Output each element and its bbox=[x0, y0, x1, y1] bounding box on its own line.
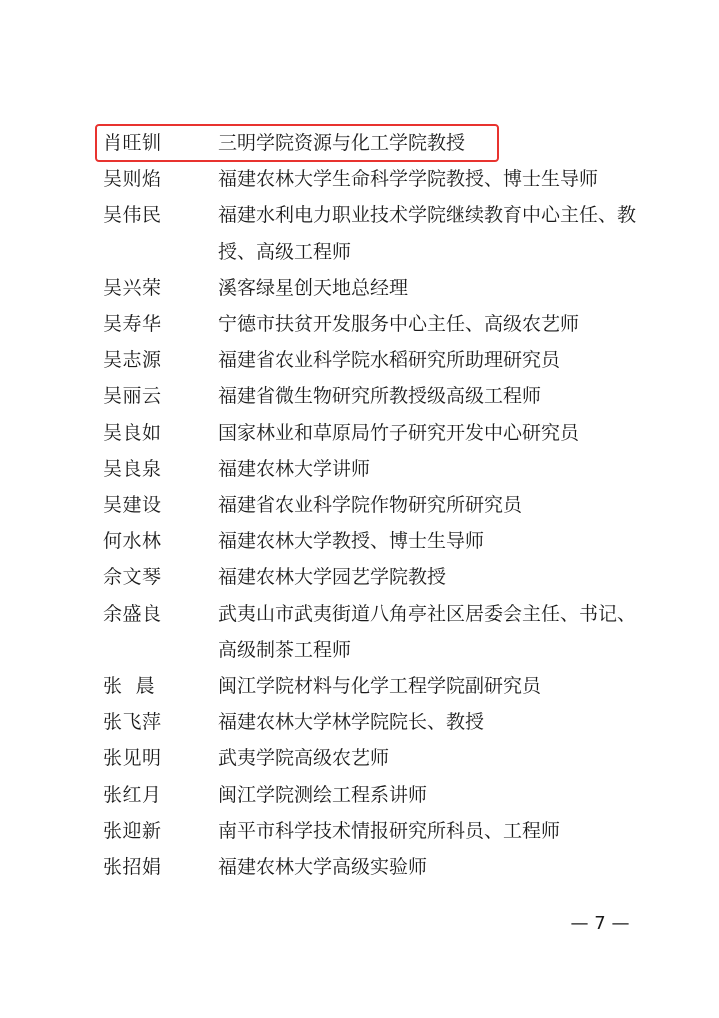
person-name: 张红月 bbox=[103, 783, 162, 806]
person-name: 张飞萍 bbox=[103, 711, 162, 734]
description-line: 闽江学院测绘工程系讲师 bbox=[218, 783, 428, 806]
list-item bbox=[0, 596, 719, 668]
person-name: 吴伟民 bbox=[103, 204, 162, 227]
person-description bbox=[218, 559, 688, 595]
list-item bbox=[0, 740, 719, 776]
person-name: 张迎新 bbox=[103, 819, 162, 842]
person-name: 吴兴荣 bbox=[103, 276, 162, 299]
person-description bbox=[218, 197, 688, 269]
person-name: 吴良如 bbox=[103, 421, 162, 444]
description-line: 福建农林大学教授、博士生导师 bbox=[218, 530, 485, 553]
description-line: 国家林业和草原局竹子研究开发中心研究员 bbox=[218, 421, 580, 444]
person-description bbox=[218, 813, 688, 849]
description-line: 福建农林大学园艺学院教授 bbox=[218, 566, 447, 589]
person-description bbox=[218, 270, 688, 306]
person-name: 吴建设 bbox=[103, 494, 162, 516]
person-name: 佘文琴 bbox=[103, 566, 162, 589]
description-line: 南平市科学技术情报研究所科员、工程师 bbox=[218, 819, 561, 842]
person-name: 何水林 bbox=[103, 530, 162, 553]
person-description bbox=[218, 849, 688, 885]
description-line: 武夷学院高级农艺师 bbox=[218, 747, 390, 770]
list-item bbox=[0, 704, 719, 740]
list-item bbox=[0, 161, 719, 197]
description-line: 三明学院资源与化工学院教授 bbox=[218, 132, 466, 154]
person-description bbox=[218, 704, 688, 740]
person-name: 张招娟 bbox=[103, 856, 162, 878]
list-item bbox=[0, 668, 719, 704]
list-item bbox=[0, 306, 719, 342]
list-item bbox=[0, 270, 719, 306]
person-description bbox=[218, 668, 688, 704]
person-description bbox=[218, 740, 688, 776]
list-item bbox=[0, 813, 719, 849]
description-line: 福建农林大学高级实验师 bbox=[218, 856, 428, 878]
list-item bbox=[0, 342, 719, 378]
description-line: 福建省农业科学院作物研究所研究员 bbox=[218, 494, 523, 516]
person-name: 肖旺钏 bbox=[103, 132, 162, 154]
description-line: 福建农林大学林学院院长、教授 bbox=[218, 711, 485, 734]
description-line: 福建农林大学生命科学学院教授、博士生导师 bbox=[218, 168, 599, 191]
person-description bbox=[218, 487, 688, 523]
description-line: 福建省微生物研究所教授级高级工程师 bbox=[218, 385, 542, 408]
person-name: 吴寿华 bbox=[103, 313, 162, 335]
list-item bbox=[0, 415, 719, 451]
list-item bbox=[0, 849, 719, 885]
person-name: 吴丽云 bbox=[103, 385, 162, 408]
page-number: — 7 — bbox=[570, 913, 630, 934]
list-item bbox=[0, 523, 719, 559]
highlight-box bbox=[95, 124, 499, 162]
person-description bbox=[218, 161, 688, 197]
list-item bbox=[0, 378, 719, 414]
person-description bbox=[218, 596, 688, 668]
person-name: 张见明 bbox=[103, 747, 162, 770]
description-line: 宁德市扶贫开发服务中心主任、高级农艺师 bbox=[218, 313, 580, 335]
person-description bbox=[218, 523, 688, 559]
description-line: 溪客绿星创天地总经理 bbox=[218, 276, 409, 299]
list-item bbox=[0, 451, 719, 487]
description-line: 武夷山市武夷街道八角亭社区居委会主任、书记、 bbox=[218, 602, 637, 625]
description-line: 福建水利电力职业技术学院继续教育中心主任、教 bbox=[218, 204, 637, 227]
list-item bbox=[0, 559, 719, 595]
person-description bbox=[218, 415, 688, 451]
person-description bbox=[218, 777, 688, 813]
person-description bbox=[218, 378, 688, 414]
description-line: 高级制茶工程师 bbox=[218, 638, 352, 661]
person-name: 吴则焰 bbox=[103, 168, 162, 191]
person-description bbox=[218, 306, 688, 342]
person-description bbox=[218, 342, 688, 378]
person-name: 吴良泉 bbox=[103, 457, 162, 480]
description-line: 授、高级工程师 bbox=[218, 240, 352, 263]
person-name: 余盛良 bbox=[103, 602, 162, 625]
person-name: 张 晨 bbox=[103, 675, 156, 697]
person-description bbox=[218, 451, 688, 487]
description-line: 闽江学院材料与化学工程学院副研究员 bbox=[218, 675, 542, 697]
person-name: 吴志源 bbox=[103, 349, 162, 372]
list-item bbox=[0, 777, 719, 813]
description-line: 福建农林大学讲师 bbox=[218, 457, 371, 480]
list-item bbox=[0, 197, 719, 269]
list-item bbox=[0, 487, 719, 523]
description-line: 福建省农业科学院水稻研究所助理研究员 bbox=[218, 349, 561, 372]
